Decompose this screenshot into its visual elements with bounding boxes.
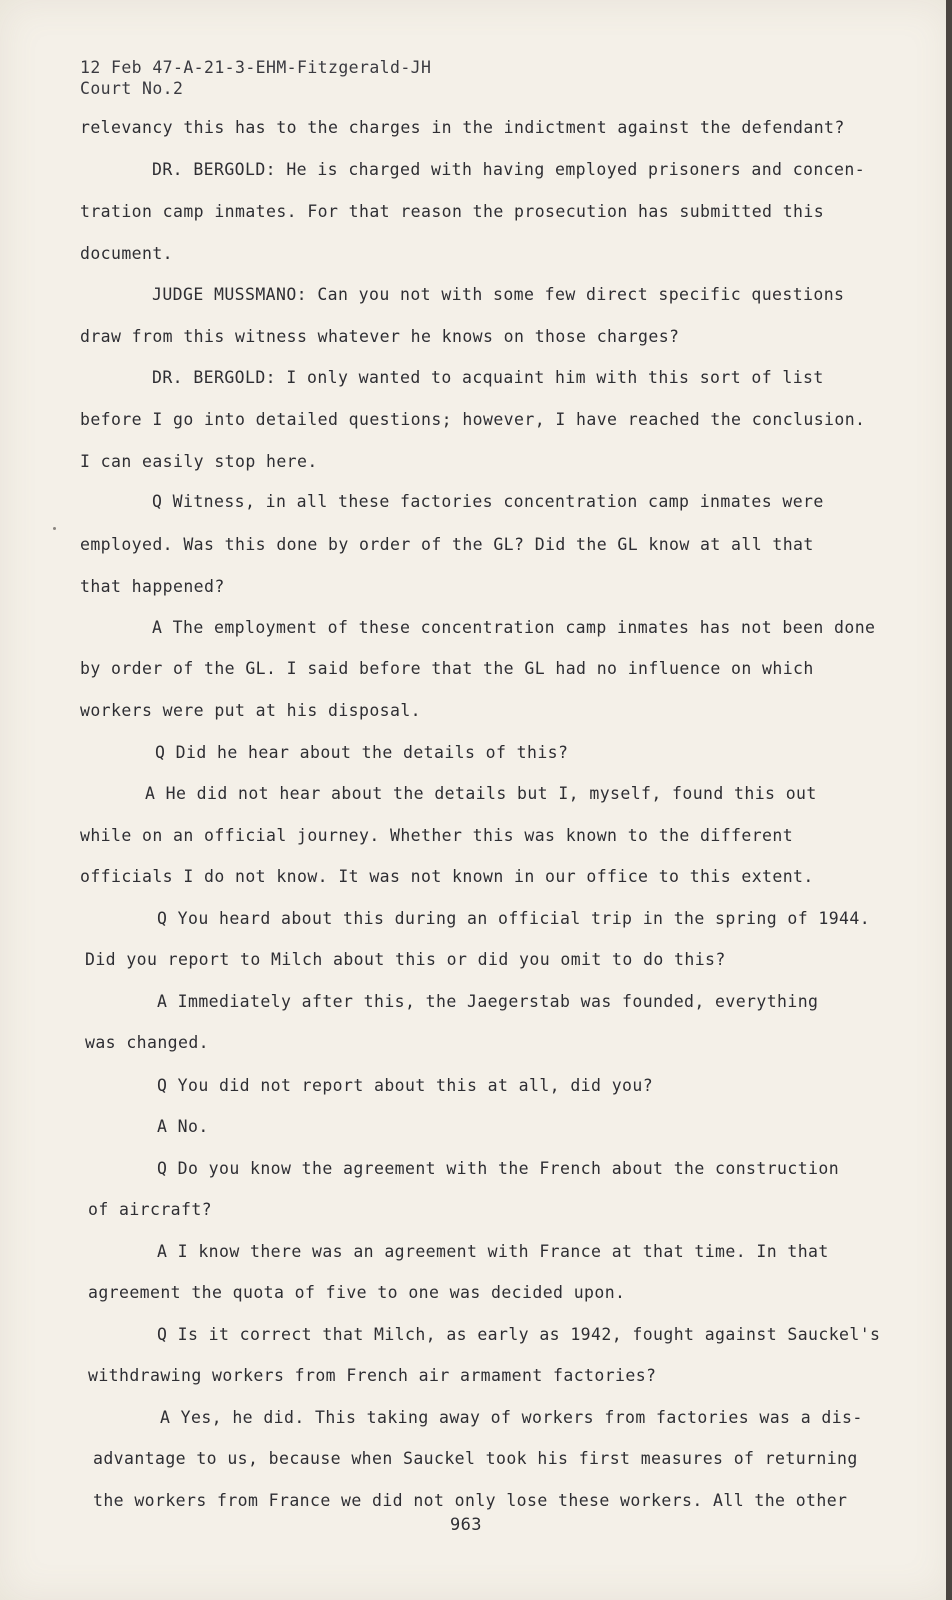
text-line: I can easily stop here. <box>80 452 318 471</box>
header-reference: 12 Feb 47-A-21-3-EHM-Fitzgerald-JH <box>80 58 432 77</box>
text-line: Q Is it correct that Milch, as early as 1942, fought against Sauckel's <box>157 1325 881 1344</box>
text-line: JUDGE MUSSMANO: Can you not with some few direct specific questions <box>152 285 845 304</box>
text-line: relevancy this has to the charges in the indictment against the defendant? <box>80 118 845 137</box>
text-line: agreement the quota of five to one was decided upon. <box>88 1283 626 1302</box>
text-line: officials I do not know. It was not known in our office to this extent. <box>80 867 814 886</box>
text-line: A I know there was an agreement with France at that time. In that <box>157 1242 829 1261</box>
text-line: A No. <box>157 1117 209 1136</box>
text-line: before I go into detailed questions; however, I have reached the conclusion. <box>80 410 866 429</box>
text-line: the workers from France we did not only lose these workers. All the other <box>93 1491 848 1510</box>
text-line: tration camp inmates. For that reason the prosecution has submitted this <box>80 202 825 221</box>
text-line: A He did not hear about the details but I, myself, found this out <box>145 784 817 803</box>
text-line: Q Did he hear about the details of this? <box>155 743 569 762</box>
text-line: DR. BERGOLD: He is charged with having employed prisoners and concen- <box>152 160 866 179</box>
text-line: DR. BERGOLD: I only wanted to acquaint him with this sort of list <box>152 368 824 387</box>
text-line: workers were put at his disposal. <box>80 701 422 720</box>
text-line: employed. Was this done by order of the GL? Did the GL know at all that <box>80 535 814 554</box>
text-line: of aircraft? <box>88 1200 213 1219</box>
text-line: document. <box>80 244 174 263</box>
text-line: advantage to us, because when Sauckel took his first measures of returning <box>93 1449 858 1468</box>
text-line: draw from this witness whatever he knows on those charges? <box>80 327 680 346</box>
paper-speck <box>53 527 56 530</box>
text-line: Q You heard about this during an official trip in the spring of 1944. <box>157 909 871 928</box>
text-line: while on an official journey. Whether this was known to the different <box>80 826 794 845</box>
text-line: A The employment of these concentration camp inmates has not been done <box>152 618 876 637</box>
text-line: Q Do you know the agreement with the French about the construction <box>157 1159 840 1178</box>
text-line: A Yes, he did. This taking away of workers from factories was a dis- <box>160 1408 863 1427</box>
text-line: Did you report to Milch about this or did you omit to do this? <box>85 950 726 969</box>
text-line: withdrawing workers from French air armament factories? <box>88 1366 657 1385</box>
text-line: by order of the GL. I said before that the GL had no influence on which <box>80 659 814 678</box>
scan-edge <box>946 0 952 1600</box>
text-line: that happened? <box>80 577 225 596</box>
header-court: Court No.2 <box>80 79 184 98</box>
text-line: Q You did not report about this at all, did you? <box>157 1076 654 1095</box>
text-line: Q Witness, in all these factories concentration camp inmates were <box>152 492 824 511</box>
text-line: was changed. <box>85 1033 210 1052</box>
text-line: A Immediately after this, the Jaegerstab was founded, everything <box>157 992 819 1011</box>
page-number: 963 <box>450 1515 482 1535</box>
